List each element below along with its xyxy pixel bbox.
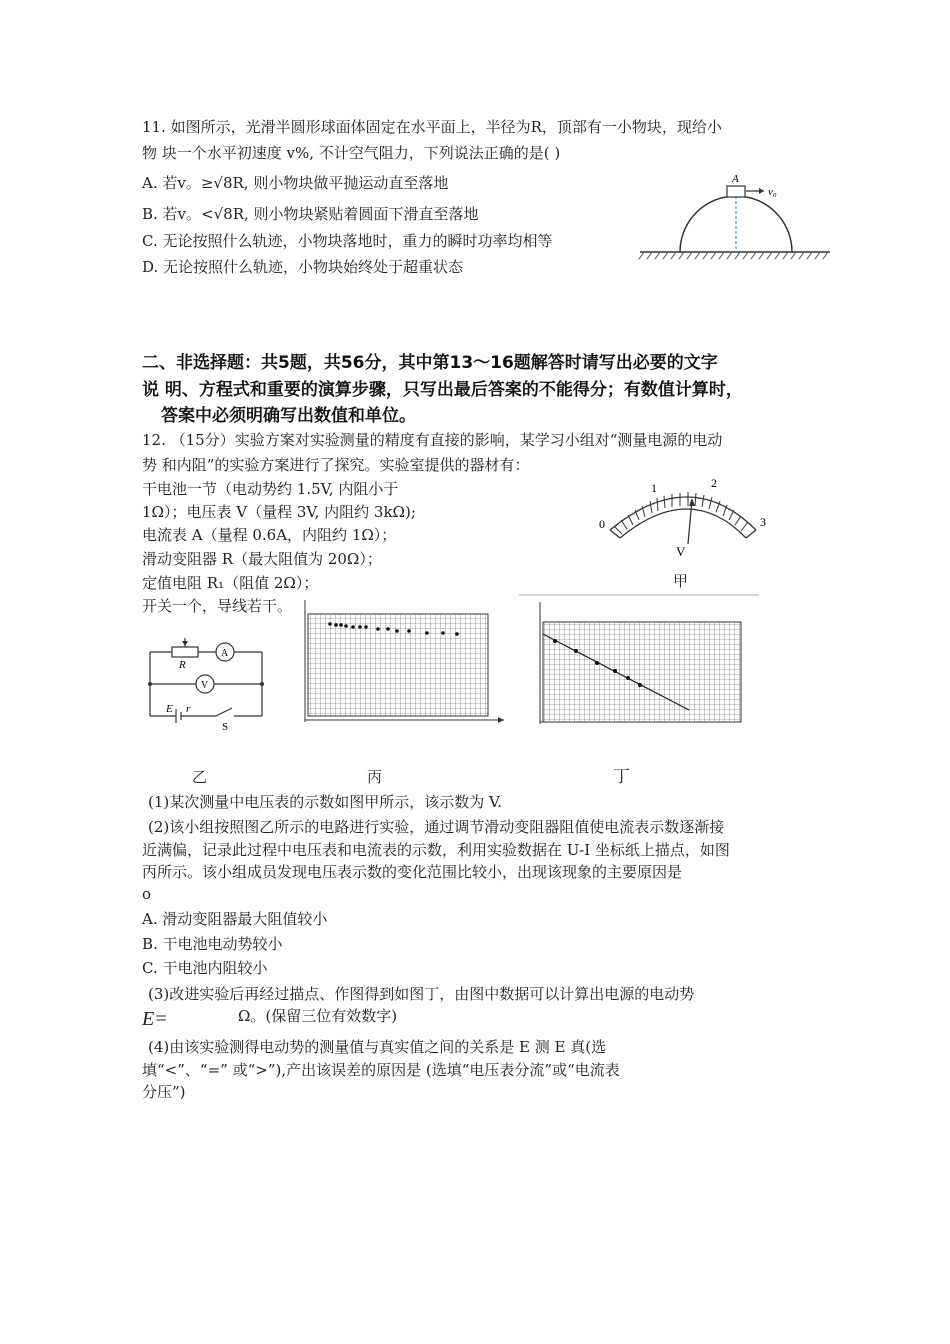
meter-needle	[688, 500, 692, 544]
q12-part2-option-c: C. 干电池内阻较小	[142, 959, 268, 977]
circuit-small-r-label: r	[186, 703, 191, 715]
section2-heading-line1: 二、非选择题：共5题，共56分，其中第13～16题解答时请写出必要的文字	[142, 353, 718, 373]
rheostat-symbol	[172, 647, 198, 657]
q12-part4-line3: 分压”)	[142, 1083, 186, 1101]
meter-tick-0: 0	[599, 517, 605, 531]
equip-battery: 干电池一节（电动势约 1.5V, 内阻小于	[142, 480, 399, 498]
meter-tick-1: 1	[651, 481, 657, 495]
equip-resistor: 定值电阻 R₁（阻值 2Ω）；	[142, 574, 319, 592]
q11-option-c: C. 无论按照什么轨迹，小物块落地时，重力的瞬时功率均相等	[142, 232, 553, 250]
graph-bing	[300, 598, 506, 726]
q12-part2-line3: 丙所示。该小组成员发现电压表示数的变化范围比较小，出现该现象的主要原因是	[142, 863, 683, 881]
block-a-shape	[727, 186, 745, 197]
circuit-e-label: E	[166, 703, 173, 715]
meter-tick-2: 2	[711, 476, 717, 490]
q12-part3-e-label: E=	[142, 1008, 168, 1030]
hemisphere-figure	[636, 168, 832, 264]
q12-part1: (1)某次测量中电压表的示数如图甲所示，该示数为 V.	[148, 793, 502, 811]
equip-ammeter: 电流表 A（量程 0.6A，内阻约 1Ω）；	[142, 526, 397, 544]
circuit-s-label: S	[222, 721, 229, 733]
meter-symbol: V	[676, 544, 686, 559]
graph-ding	[519, 594, 759, 734]
q11-option-d: D. 无论按照什么轨迹，小物块始终处于超重状态	[142, 258, 464, 276]
q11-stem-line2: 物 块一个水平初速度 v%, 不计空气阻力，下列说法正确的是( )	[142, 144, 561, 162]
q11-option-b: B. 若v。<√8R, 则小物块紧贴着圆面下滑直至落地	[142, 205, 479, 223]
switch-symbol	[216, 708, 232, 716]
equip-voltmeter: 1Ω）；电压表 V（量程 3V, 内阻约 3kΩ);	[142, 503, 416, 521]
q11-option-a: A. 若v。≥√8R, 则小物块做平抛运动直至落地	[142, 174, 449, 192]
equip-switch: 开关一个，导线若干。	[142, 597, 293, 615]
circuit-diagram	[146, 636, 266, 732]
figure-bing-caption: 丙	[367, 768, 383, 786]
section2-heading-line2: 说 明、方程式和重要的演算步骤，只写出最后答案的不能得分；有数值计算时，	[142, 380, 743, 400]
voltmeter-dial-figure	[596, 474, 776, 564]
q12-part2-option-b: B. 干电池电动势较小	[142, 935, 283, 953]
circuit-a-label: A	[221, 648, 229, 659]
meter-tick-3: 3	[760, 515, 766, 529]
velocity-label: v₀	[768, 186, 777, 198]
section2-heading-line3: 答案中必须明确写出数值和单位。	[161, 406, 416, 426]
figure-yi-caption: 乙	[192, 768, 208, 786]
q12-part3-line1: (3)改进实验后再经过描点、作图得到如图丁，由图中数据可以计算出电源的电动势	[148, 985, 695, 1003]
q12-part4-line1: (4)由该实验测得电动势的测量值与真实值之间的关系是 E 测 E 真(选	[148, 1038, 607, 1056]
q12-intro-line2: 势 和内阻”的实验方案进行了探究。实验室提供的器材有：	[142, 456, 530, 474]
figure-ding-caption: 丁	[613, 767, 630, 787]
q12-part4-line2: 填“<”、“=” 或“>”),产出该误差的原因是 (选填“电压表分流”或“电流表	[142, 1061, 620, 1079]
circuit-v-label: V	[201, 680, 209, 691]
q12-intro-line1: 12. （15分）实验方案对实验测量的精度有直接的影响，某学习小组对“测量电源的电动	[142, 431, 723, 449]
q12-part2-line2: 近满偏，记录此过程中电压表和电流表的示数，利用实验数据在 U-I 坐标纸上描点，如图	[142, 841, 730, 859]
q12-part2-line4: o	[142, 885, 152, 903]
q12-part2-line1: (2)该小组按照图乙所示的电路进行实验，通过调节滑动变阻器阻值使电流表示数逐渐接	[148, 818, 725, 836]
q11-stem-line1: 11. 如图所示，光滑半圆形球面体固定在水平面上，半径为R，顶部有一小物块，现给小	[142, 118, 722, 136]
block-a-label: A	[732, 173, 739, 185]
q12-part2-option-a: A. 滑动变阻器最大阻值较小	[142, 910, 328, 928]
equip-rheostat: 滑动变阻器 R（最大阻值为 20Ω）；	[142, 550, 382, 568]
circuit-r-label: R	[179, 659, 186, 671]
q12-part3-line2: Ω。(保留三位有效数字)	[238, 1007, 398, 1025]
figure-jia-caption: 甲	[673, 572, 689, 590]
